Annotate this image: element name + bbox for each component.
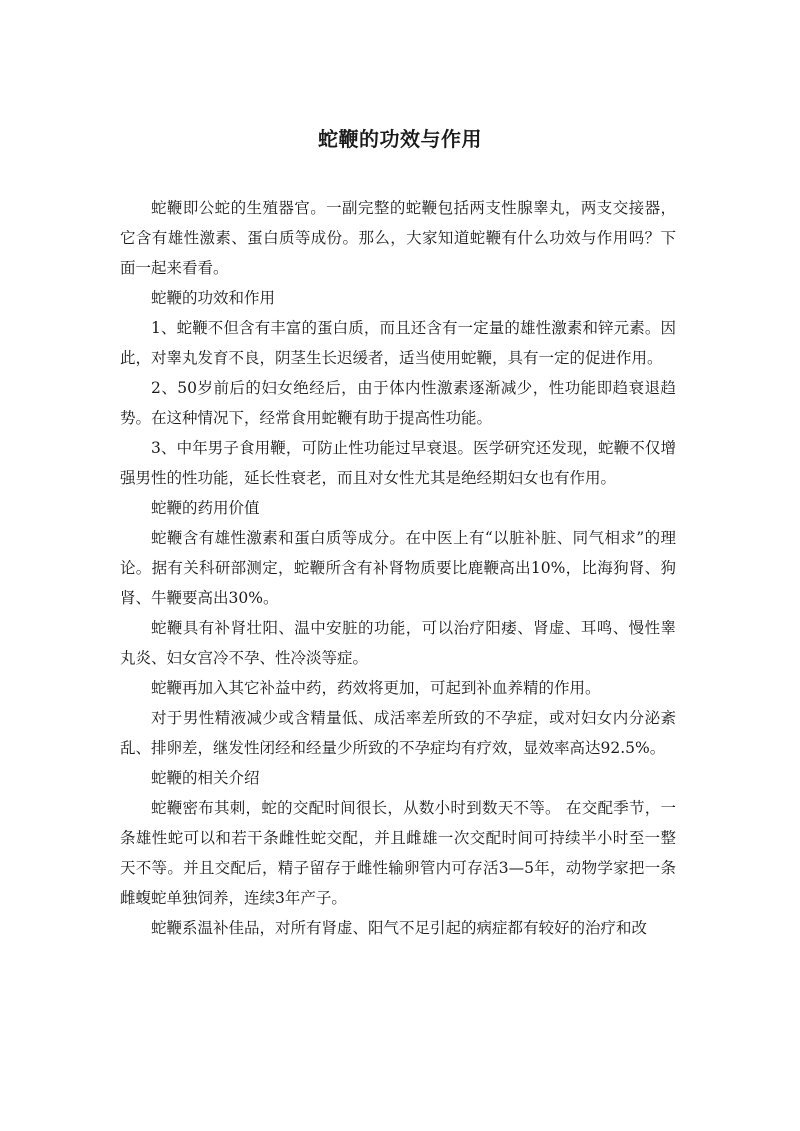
paragraph-effect-1: 1、蛇鞭不但含有丰富的蛋白质，而且还含有一定量的雄性激素和锌元素。因此，对睾丸发育不良，阴茎生长迟缓者，适当使用蛇鞭，具有一定的促进作用。 [120,319,676,367]
paragraph-medicinal-2: 蛇鞭具有补肾壮阳、温中安脏的功能，可以治疗阳痿、肾虚、耳鸣、慢性睾丸炎、妇女宫冷不孕、性冷淡等症。 [120,619,676,667]
section-heading-medicinal-value: 蛇鞭的药用价值 [151,499,260,517]
paragraph-effect-2: 2、50岁前后的妇女绝经后，由于体内性激素逐渐减少，性功能即趋衰退趋势。在这种情况下，经常食用蛇鞭有助于提高性功能。 [120,379,676,427]
section-heading-introduction: 蛇鞭的相关介绍 [151,769,260,787]
section-heading-effects: 蛇鞭的功效和作用 [151,289,276,307]
paragraph-intro-details: 蛇鞭密布其刺，蛇的交配时间很长，从数小时到数天不等。 在交配季节，一条雄性蛇可以和若干条雌性蛇交配，并且雌雄一次交配时间可持续半小时至一整天不等。并且交配后，精子留存于雌性输卵管内可存活3—5年，动物学家把一条雌蝮蛇单独饲养，连续3年产子。 [120,799,676,907]
paragraph-effect-3: 3、中年男子食用鞭，可防止性功能过早衰退。医学研究还发现，蛇鞭不仅增强男性的性功能，延长性衰老，而且对女性尤其是绝经期妇女也有作用。 [120,439,676,487]
document-body [120,193,676,943]
document-title: 蛇鞭的功效与作用 [318,127,482,151]
paragraph-medicinal-3: 蛇鞭再加入其它补益中药，药效将更加，可起到补血养精的作用。 [151,679,601,697]
paragraph-medicinal-4: 对于男性精液减少或含精量低、成活率差所致的不孕症，或对妇女内分泌紊乱、排卵差，继发性闭经和经量少所致的不孕症均有疗效，显效率高达92.5%。 [120,709,676,757]
paragraph-tonic: 蛇鞭系温补佳品，对所有肾虚、阳气不足引起的病症都有较好的治疗和改 [151,919,648,937]
paragraph-intro: 蛇鞭即公蛇的生殖器官。一副完整的蛇鞭包括两支性腺睾丸，两支交接器，它含有雄性激素、蛋白质等成份。那么，大家知道蛇鞭有什么功效与作用吗？下面一起来看看。 [120,199,676,277]
paragraph-medicinal-1: 蛇鞭含有雄性激素和蛋白质等成分。在中医上有“以脏补脏、同气相求”的理论。据有关科研部测定，蛇鞭所含有补肾物质要比鹿鞭高出10%，比海狗肾、狗肾、牛鞭要高出30%。 [120,529,676,607]
